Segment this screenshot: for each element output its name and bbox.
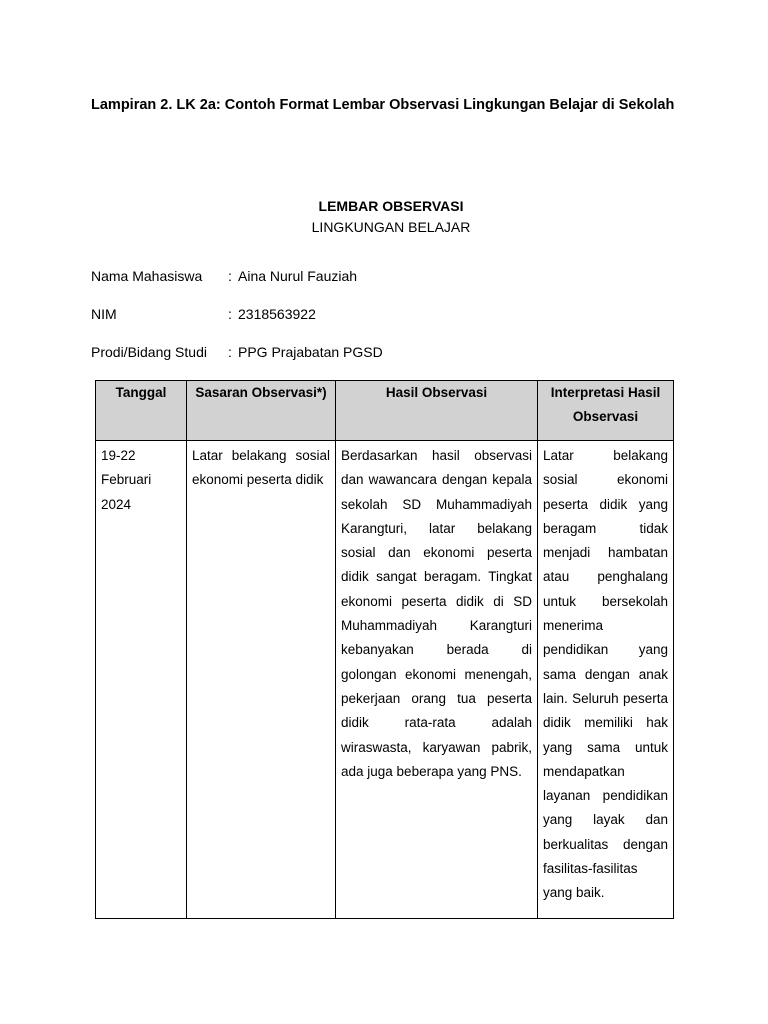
meta-colon: : (228, 305, 232, 322)
meta-label: Nama Mahasiswa (91, 267, 203, 284)
cell-sasaran: Latar belakang sosial ekonomi peserta didik (187, 441, 336, 919)
meta-value-prodi: PPG Prajabatan PGSD (238, 343, 383, 360)
header-sasaran: Sasaran Observasi*) (187, 381, 336, 441)
title-block (0, 196, 768, 238)
cell-hasil: Berdasarkan hasil observasi dan wawancara dengan kepala sekolah SD Muhammadiyah Karangturi, latar belakang sosial dan ekonomi peserta didik sangat beragam. Tingkat ekonomi peserta didik di SD Muhammadiyah Karangturi kebanyakan berada di golongan ekonomi menengah, pekerjaan orang tua peserta didik rata-rata adalah wiraswasta, karyawan pabrik, ada juga beberapa yang PNS. (336, 441, 538, 919)
observation-table (95, 380, 674, 919)
document-heading: Lampiran 2. LK 2a: Contoh Format Lembar Observasi Lingkungan Belajar di Sekolah (91, 97, 675, 113)
meta-label: Prodi/Bidang Studi (91, 343, 207, 360)
meta-label: NIM (91, 305, 117, 322)
identity-section (91, 266, 691, 380)
header-interpretasi: Interpretasi Hasil Observasi (538, 381, 674, 441)
meta-row-nim (91, 304, 691, 323)
meta-row-prodi (91, 342, 691, 361)
form-subtitle: LINGKUNGAN BELAJAR (311, 219, 471, 235)
meta-colon: : (228, 267, 232, 284)
meta-row-nama (91, 266, 691, 285)
table-row (96, 441, 674, 919)
cell-tanggal: 19-22 Februari 2024 (96, 441, 187, 919)
form-title: LEMBAR OBSERVASI (318, 198, 464, 214)
meta-value-nama: Aina Nurul Fauziah (238, 267, 358, 284)
cell-interpretasi: Latar belakang sosial ekonomi peserta didik yang beragam tidak menjadi hambatan atau penghalang untuk bersekolah menerima pendidikan yang sama dengan anak lain. Seluruh peserta didik memiliki hak yang sama untuk mendapatkan layanan pendidikan yang layak dan berkualitas dengan fasilitas-fasilitas yang baik. (538, 441, 674, 919)
meta-colon: : (228, 343, 232, 360)
header-tanggal: Tanggal (96, 381, 187, 441)
header-hasil: Hasil Observasi (336, 381, 538, 441)
table-header-row (96, 381, 674, 441)
meta-value-nim: 2318563922 (238, 305, 316, 322)
